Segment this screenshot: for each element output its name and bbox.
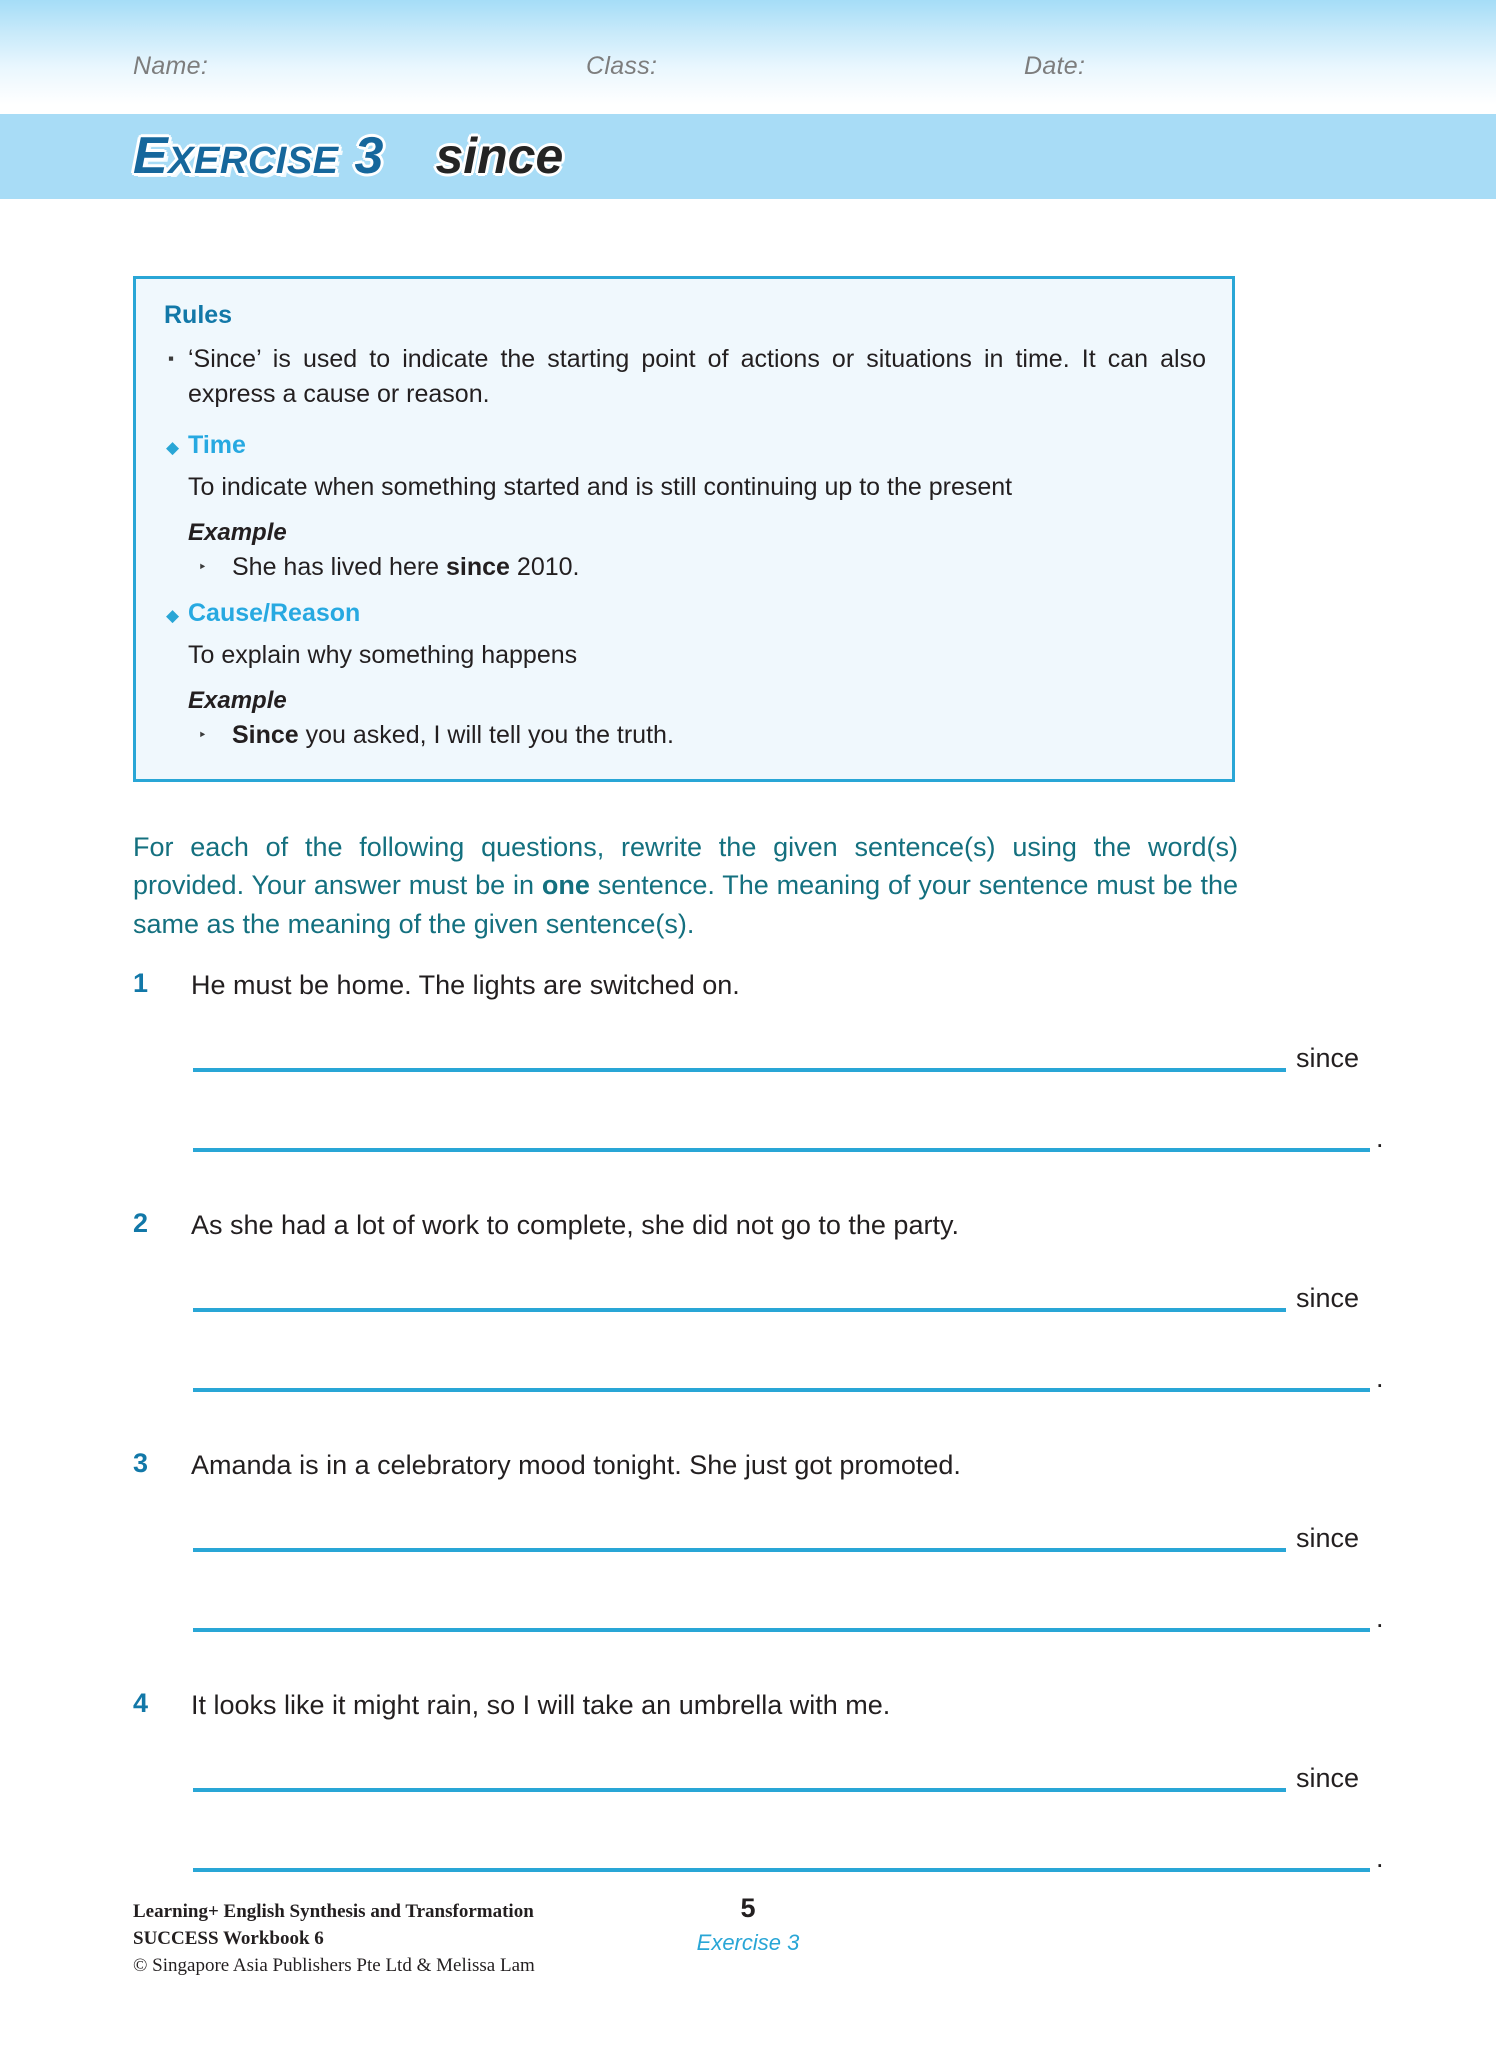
footer-line-title: Learning+ English Synthesis and Transformation [133, 1901, 534, 1922]
exercise-word [133, 126, 339, 186]
question-number: 3 [133, 1448, 149, 1478]
rule-main-text: ‘Since’ is used to indicate the starting point of actions or situations in time. It can also express a cause or reason. [188, 345, 1206, 408]
example-time-bold: since [446, 552, 510, 581]
diamond-bullet-icon-2: ◆ [166, 605, 180, 625]
example-cause-bold: Since [232, 720, 299, 749]
example-text-time [232, 551, 579, 585]
rules-heading: Rules [164, 301, 233, 329]
question-number: 4 [133, 1688, 149, 1718]
example-time-pre: She has lived here [232, 552, 447, 581]
answer-end-punctuation: . [1376, 1123, 1384, 1153]
rule-subhead-cause: Cause/Reason [188, 598, 361, 627]
question-heading [0, 1448, 1496, 1483]
rule-main-row [162, 342, 1206, 411]
footer-credits [133, 1899, 535, 1980]
rules-spacer [162, 417, 1206, 431]
question-block [0, 1688, 1496, 1723]
instructions-part1: For each of the following questions, rewrite the given sentence(s) using the word(s) provided. Your answer must be in [133, 832, 1238, 901]
answer-keyword-label: since [1296, 1523, 1360, 1553]
answer-end-punctuation: . [1376, 1843, 1384, 1873]
answer-line[interactable] [193, 1788, 1286, 1792]
example-label-time: Example [188, 518, 287, 546]
answer-line[interactable] [193, 1628, 1370, 1632]
question-block [0, 968, 1496, 1003]
page-number: 5 [740, 1893, 756, 1923]
question-block [0, 1208, 1496, 1243]
answer-line[interactable] [193, 1388, 1370, 1392]
example-time-post: 2010. [509, 552, 580, 581]
class-label: Class: [586, 52, 658, 80]
name-label: Name: [133, 52, 209, 80]
question-number: 2 [133, 1208, 149, 1238]
exercise-keyword: since [435, 128, 564, 184]
instructions-part2: sentence. The meaning of your sentence must be the same as the meaning of the given sentence(s). [133, 870, 1238, 939]
date-label: Date: [1024, 52, 1086, 80]
answer-line[interactable] [193, 1308, 1286, 1312]
triangle-bullet-icon: ‣ [198, 558, 207, 576]
question-heading [0, 1688, 1496, 1723]
rule-body-time: To indicate when something started and is still continuing up to the present [188, 473, 1013, 501]
rule-section-cause-head [162, 599, 1206, 633]
answer-end-punctuation: . [1376, 1603, 1384, 1633]
question-number: 1 [133, 968, 149, 998]
example-label-cause: Example [188, 686, 287, 714]
instructions-bold: one [541, 870, 590, 901]
question-text: He must be home. The lights are switched on. [191, 970, 740, 1000]
footer-exercise-ref: Exercise 3 [696, 1930, 800, 1956]
student-info-row [0, 52, 1496, 98]
rule-subhead-time: Time [188, 431, 246, 459]
exercise-title [133, 126, 563, 186]
footer-line-copyright: © Singapore Asia Publishers Pte Ltd & Melissa Lam [133, 1954, 535, 1976]
answer-keyword-label: since [1296, 1283, 1360, 1313]
question-heading [0, 968, 1496, 1003]
footer-line-workbook: SUCCESS Workbook 6 [133, 1927, 324, 1949]
instructions-paragraph [133, 828, 1238, 943]
answer-keyword-label: since [1296, 1043, 1360, 1073]
answer-line[interactable] [193, 1068, 1286, 1072]
example-cause-post: you asked, I will tell you the truth. [298, 720, 674, 749]
question-text: It looks like it might rain, so I will take an umbrella with me. [191, 1690, 891, 1720]
exercise-number: 3 [354, 127, 384, 185]
rule-body-cause: To explain why something happens [188, 640, 578, 669]
example-item-cause [188, 719, 1206, 753]
example-item-time [188, 551, 1206, 585]
answer-line[interactable] [193, 1548, 1286, 1552]
question-block [0, 1448, 1496, 1483]
exercise-title-band [0, 114, 1496, 199]
square-bullet-icon: ▪ [168, 349, 175, 368]
question-text: Amanda is in a celebratory mood tonight. She just got promoted. [191, 1450, 961, 1480]
answer-line[interactable] [193, 1148, 1370, 1152]
answer-line[interactable] [193, 1868, 1370, 1872]
rules-box [133, 276, 1235, 782]
exercise-word-initial: E [133, 127, 169, 185]
answer-end-punctuation: . [1376, 1363, 1384, 1393]
question-heading [0, 1208, 1496, 1243]
rules-spacer-2 [162, 585, 1206, 599]
example-text-cause [232, 719, 674, 753]
footer-page-info [648, 1892, 848, 1956]
triangle-bullet-icon-2: ‣ [198, 726, 207, 744]
rule-section-time-head [162, 431, 1206, 465]
diamond-bullet-icon: ◆ [166, 438, 180, 457]
question-text: As she had a lot of work to complete, she did not go to the party. [191, 1210, 959, 1240]
answer-keyword-label: since [1296, 1763, 1360, 1793]
exercise-word-rest: XERCISE [168, 140, 339, 182]
